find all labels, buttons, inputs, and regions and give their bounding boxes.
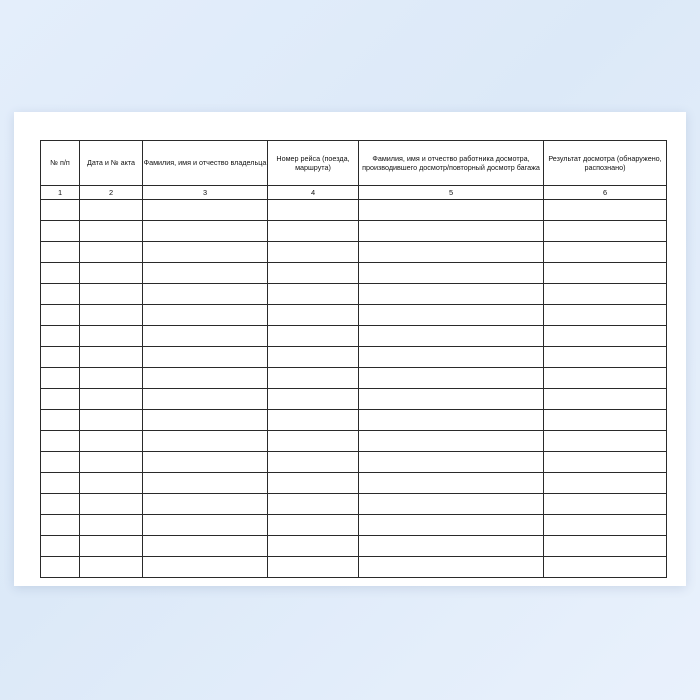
- table-cell[interactable]: [359, 368, 544, 389]
- table-cell[interactable]: [544, 515, 667, 536]
- table-cell[interactable]: [544, 326, 667, 347]
- table-cell[interactable]: [544, 284, 667, 305]
- table-cell[interactable]: [268, 200, 359, 221]
- table-cell[interactable]: [143, 242, 268, 263]
- table-cell[interactable]: [268, 557, 359, 578]
- table-cell[interactable]: [80, 263, 143, 284]
- table-cell[interactable]: [80, 389, 143, 410]
- table-row[interactable]: [41, 473, 667, 494]
- column-header-flight-number: Номер рейса (поезда, маршрута): [268, 141, 359, 186]
- column-number-4: 4: [268, 186, 359, 200]
- table-cell[interactable]: [268, 326, 359, 347]
- table-cell[interactable]: [544, 557, 667, 578]
- table-cell[interactable]: [143, 200, 268, 221]
- table-cell[interactable]: [544, 431, 667, 452]
- table-cell[interactable]: [359, 536, 544, 557]
- document-page: [14, 112, 686, 586]
- table-row[interactable]: [41, 326, 667, 347]
- table-cell[interactable]: [268, 221, 359, 242]
- table-cell[interactable]: [143, 473, 268, 494]
- table-cell[interactable]: [268, 347, 359, 368]
- table-cell[interactable]: [41, 200, 80, 221]
- table-cell[interactable]: [268, 263, 359, 284]
- table-row[interactable]: [41, 263, 667, 284]
- table-cell[interactable]: [80, 305, 143, 326]
- table-cell[interactable]: [143, 284, 268, 305]
- table-cell[interactable]: [80, 200, 143, 221]
- table-cell[interactable]: [268, 242, 359, 263]
- table-cell[interactable]: [41, 347, 80, 368]
- table-row[interactable]: [41, 389, 667, 410]
- table-cell[interactable]: [80, 431, 143, 452]
- table-body: [41, 200, 667, 578]
- table-cell[interactable]: [41, 431, 80, 452]
- table-cell[interactable]: [268, 410, 359, 431]
- table-cell[interactable]: [544, 221, 667, 242]
- table-cell[interactable]: [143, 389, 268, 410]
- table-cell[interactable]: [544, 368, 667, 389]
- table-cell[interactable]: [544, 473, 667, 494]
- column-number-1: 1: [41, 186, 80, 200]
- table-row[interactable]: [41, 536, 667, 557]
- table-cell[interactable]: [359, 431, 544, 452]
- table-cell[interactable]: [359, 284, 544, 305]
- table-cell[interactable]: [268, 431, 359, 452]
- table-row[interactable]: [41, 305, 667, 326]
- table-cell[interactable]: [41, 557, 80, 578]
- table-row[interactable]: [41, 494, 667, 515]
- table-row[interactable]: [41, 431, 667, 452]
- table-cell[interactable]: [143, 536, 268, 557]
- table-cell[interactable]: [359, 473, 544, 494]
- table-header-row: [41, 141, 667, 186]
- table-cell[interactable]: [143, 347, 268, 368]
- table-cell[interactable]: [359, 200, 544, 221]
- table-cell[interactable]: [41, 305, 80, 326]
- table-cell[interactable]: [359, 221, 544, 242]
- table-cell[interactable]: [41, 242, 80, 263]
- table-cell[interactable]: [268, 389, 359, 410]
- table-cell[interactable]: [80, 368, 143, 389]
- table-cell[interactable]: [80, 536, 143, 557]
- table-row[interactable]: [41, 515, 667, 536]
- table-cell[interactable]: [544, 347, 667, 368]
- table-cell[interactable]: [359, 242, 544, 263]
- table-cell[interactable]: [268, 515, 359, 536]
- table-cell[interactable]: [544, 536, 667, 557]
- table-cell[interactable]: [544, 389, 667, 410]
- table-cell[interactable]: [41, 536, 80, 557]
- table-cell[interactable]: [544, 410, 667, 431]
- table-cell[interactable]: [143, 452, 268, 473]
- table-cell[interactable]: [41, 473, 80, 494]
- column-number-row: [41, 186, 667, 200]
- table-cell[interactable]: [544, 452, 667, 473]
- table-cell[interactable]: [143, 494, 268, 515]
- table-cell[interactable]: [268, 536, 359, 557]
- column-number-6: 6: [544, 186, 667, 200]
- column-header-date-act: Дата и № акта: [80, 141, 143, 186]
- table-row[interactable]: [41, 284, 667, 305]
- table-cell[interactable]: [268, 305, 359, 326]
- table-cell[interactable]: [268, 494, 359, 515]
- column-header-inspector-name: Фамилия, имя и отчество работника досмотра, производившего досмотр/повторный досмотр багажа: [359, 141, 544, 186]
- table-cell[interactable]: [80, 515, 143, 536]
- column-header-result: Результат досмотра (обнаружено, распознано): [544, 141, 667, 186]
- table-cell[interactable]: [544, 242, 667, 263]
- table-cell[interactable]: [143, 326, 268, 347]
- table-cell[interactable]: [80, 452, 143, 473]
- table-cell[interactable]: [80, 347, 143, 368]
- table-cell[interactable]: [544, 494, 667, 515]
- table-cell[interactable]: [268, 452, 359, 473]
- table-row[interactable]: [41, 368, 667, 389]
- table-cell[interactable]: [544, 263, 667, 284]
- table-cell[interactable]: [41, 515, 80, 536]
- inspection-log-table: [40, 140, 667, 578]
- table-container: [40, 140, 660, 578]
- table-cell[interactable]: [80, 242, 143, 263]
- column-number-5: 5: [359, 186, 544, 200]
- table-cell[interactable]: [268, 284, 359, 305]
- column-header-owner-name: Фамилия, имя и отчество владельца: [143, 141, 268, 186]
- table-cell[interactable]: [544, 200, 667, 221]
- table-cell[interactable]: [143, 557, 268, 578]
- table-row[interactable]: [41, 242, 667, 263]
- table-cell[interactable]: [80, 557, 143, 578]
- table-cell[interactable]: [143, 431, 268, 452]
- table-cell[interactable]: [359, 326, 544, 347]
- table-cell[interactable]: [80, 326, 143, 347]
- table-cell[interactable]: [359, 410, 544, 431]
- column-header-number: № п/п: [41, 141, 80, 186]
- table-row[interactable]: [41, 452, 667, 473]
- table-cell[interactable]: [359, 557, 544, 578]
- table-cell[interactable]: [359, 515, 544, 536]
- table-cell[interactable]: [544, 305, 667, 326]
- table-cell[interactable]: [268, 368, 359, 389]
- table-row[interactable]: [41, 347, 667, 368]
- table-cell[interactable]: [143, 515, 268, 536]
- table-cell[interactable]: [41, 284, 80, 305]
- table-cell[interactable]: [41, 263, 80, 284]
- table-row[interactable]: [41, 557, 667, 578]
- table-cell[interactable]: [41, 410, 80, 431]
- column-number-3: 3: [143, 186, 268, 200]
- table-row[interactable]: [41, 410, 667, 431]
- table-cell[interactable]: [41, 368, 80, 389]
- table-cell[interactable]: [80, 494, 143, 515]
- table-cell[interactable]: [41, 452, 80, 473]
- table-cell[interactable]: [80, 410, 143, 431]
- table-cell[interactable]: [143, 368, 268, 389]
- table-cell[interactable]: [41, 389, 80, 410]
- table-cell[interactable]: [80, 473, 143, 494]
- table-cell[interactable]: [143, 410, 268, 431]
- table-row[interactable]: [41, 200, 667, 221]
- table-cell[interactable]: [359, 452, 544, 473]
- table-cell[interactable]: [41, 221, 80, 242]
- table-cell[interactable]: [80, 284, 143, 305]
- table-cell[interactable]: [41, 326, 80, 347]
- table-cell[interactable]: [80, 221, 143, 242]
- table-cell[interactable]: [41, 494, 80, 515]
- table-cell[interactable]: [143, 305, 268, 326]
- table-cell[interactable]: [143, 221, 268, 242]
- column-number-2: 2: [80, 186, 143, 200]
- table-cell[interactable]: [143, 263, 268, 284]
- table-cell[interactable]: [359, 494, 544, 515]
- table-cell[interactable]: [359, 389, 544, 410]
- table-row[interactable]: [41, 221, 667, 242]
- table-cell[interactable]: [268, 473, 359, 494]
- table-cell[interactable]: [359, 347, 544, 368]
- table-cell[interactable]: [359, 263, 544, 284]
- table-cell[interactable]: [359, 305, 544, 326]
